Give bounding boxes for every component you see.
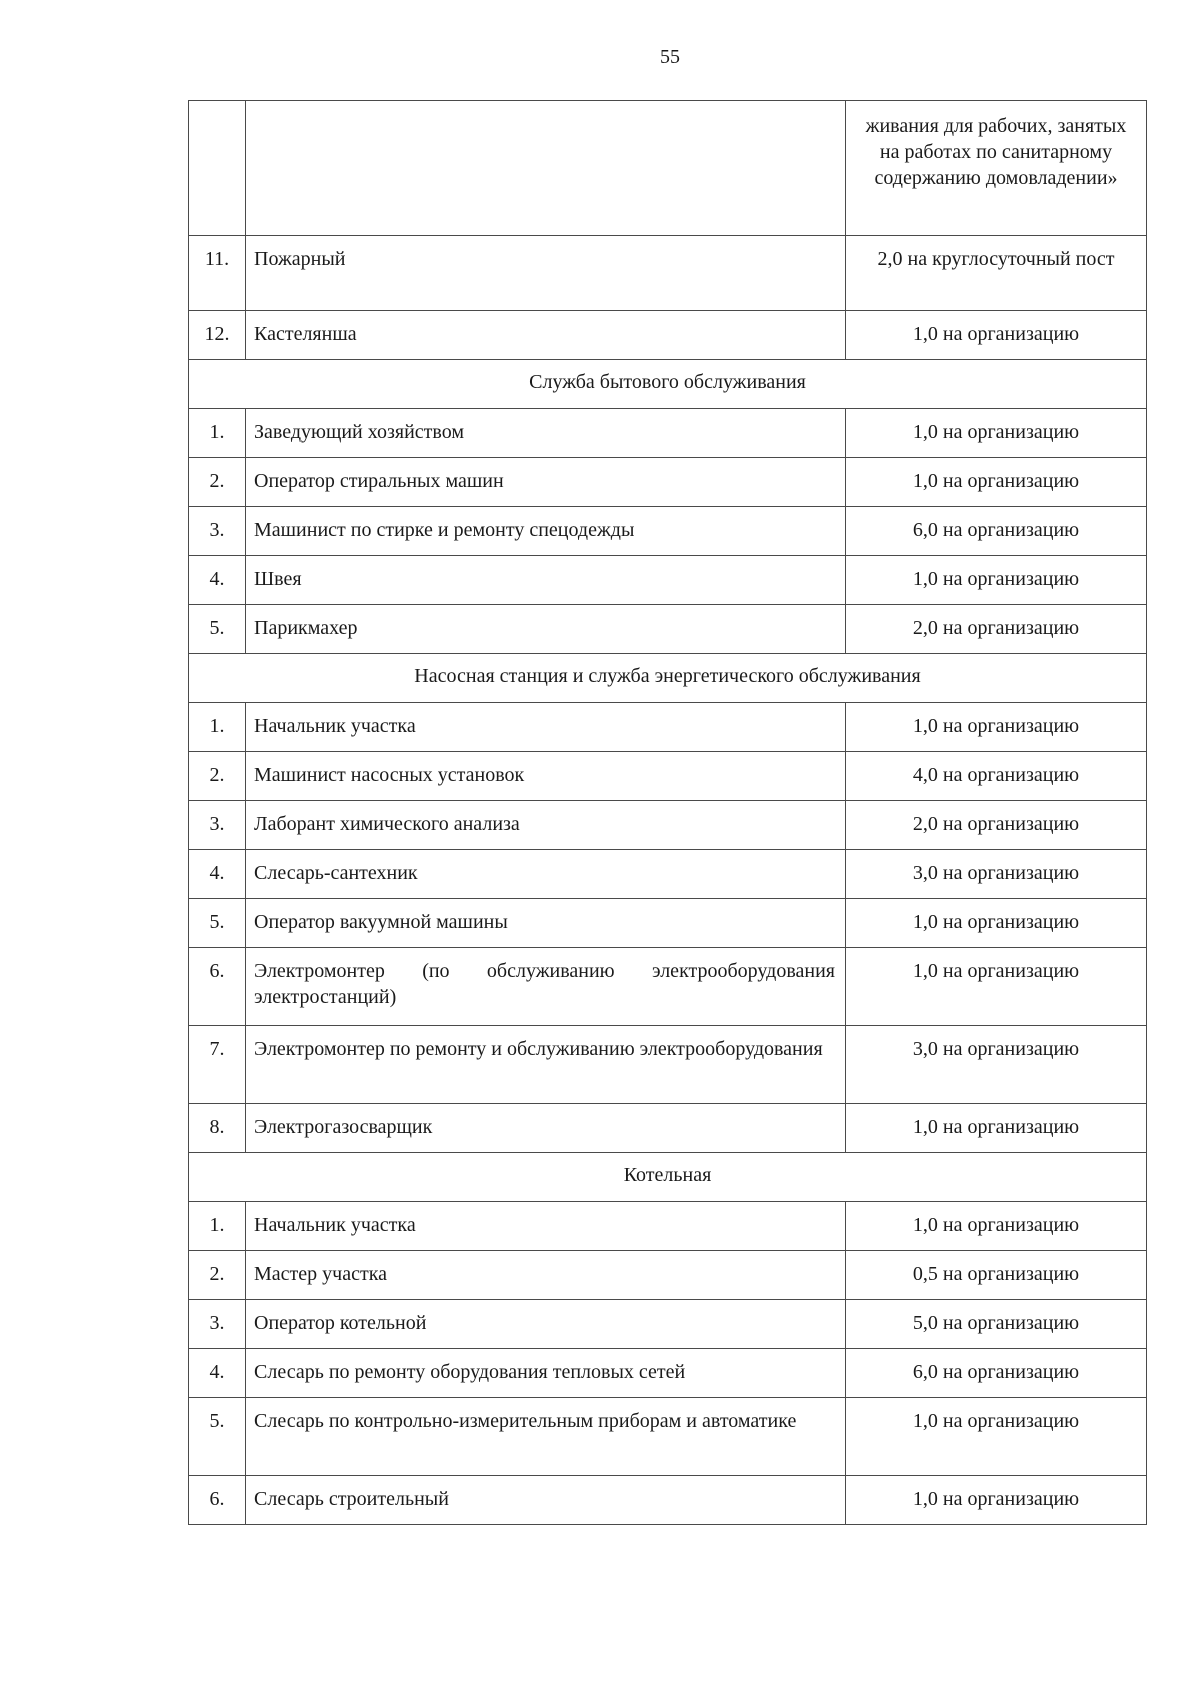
position-name: Начальник участка <box>246 703 846 752</box>
row-number: 4. <box>189 850 246 899</box>
position-name: Швея <box>246 556 846 605</box>
position-name: Пожарный <box>246 236 846 311</box>
table-row <box>189 801 1147 850</box>
table-row <box>189 1476 1147 1525</box>
row-number: 8. <box>189 1104 246 1153</box>
row-number: 3. <box>189 1300 246 1349</box>
staffing-norm: 3,0 на организацию <box>846 850 1147 899</box>
row-number: 11. <box>189 236 246 311</box>
row-number: 2. <box>189 458 246 507</box>
position-name: Электрогазосварщик <box>246 1104 846 1153</box>
table-row <box>189 1104 1147 1153</box>
position-name: Машинист по стирке и ремонту спецодежды <box>246 507 846 556</box>
row-number: 1. <box>189 409 246 458</box>
position-cell <box>246 101 846 236</box>
position-name: Заведующий хозяйством <box>246 409 846 458</box>
position-name: Слесарь строительный <box>246 1476 846 1525</box>
page-number: 55 <box>660 46 680 68</box>
position-name: Парикмахер <box>246 605 846 654</box>
position-name: Слесарь-сантехник <box>246 850 846 899</box>
section-title: Служба бытового обслуживания <box>189 360 1147 409</box>
position-name: Оператор стиральных машин <box>246 458 846 507</box>
staffing-norm: 1,0 на организацию <box>846 409 1147 458</box>
row-number: 4. <box>189 1349 246 1398</box>
row-number: 3. <box>189 801 246 850</box>
position-name: Электромонтер по ремонту и обслуживанию электрооборудования <box>246 1026 846 1104</box>
position-name: Слесарь по ремонту оборудования тепловых сетей <box>246 1349 846 1398</box>
staffing-norm: 1,0 на организацию <box>846 458 1147 507</box>
position-name: Электромонтер (по обслуживанию электрооборудования электростанций) <box>246 948 846 1026</box>
staffing-norm: 6,0 на организацию <box>846 1349 1147 1398</box>
table-row <box>189 1300 1147 1349</box>
staffing-norm: 1,0 на организацию <box>846 311 1147 360</box>
staffing-norm: 1,0 на организацию <box>846 1398 1147 1476</box>
staffing-norm: 6,0 на организацию <box>846 507 1147 556</box>
row-number: 6. <box>189 948 246 1026</box>
staffing-norm: 2,0 на круглосуточный пост <box>846 236 1147 311</box>
staffing-norm: 2,0 на организацию <box>846 605 1147 654</box>
row-number: 5. <box>189 899 246 948</box>
staffing-norm: 1,0 на организацию <box>846 1202 1147 1251</box>
table-row <box>189 703 1147 752</box>
row-number: 2. <box>189 1251 246 1300</box>
section-header-row <box>189 1153 1147 1202</box>
table-row <box>189 1202 1147 1251</box>
row-number: 12. <box>189 311 246 360</box>
table-row <box>189 1251 1147 1300</box>
staffing-norm: 3,0 на организацию <box>846 1026 1147 1104</box>
staffing-norm: 1,0 на организацию <box>846 703 1147 752</box>
staffing-norm: 1,0 на организацию <box>846 948 1147 1026</box>
position-name: Начальник участка <box>246 1202 846 1251</box>
position-name: Кастелянша <box>246 311 846 360</box>
table-row-continuation <box>189 101 1147 236</box>
staffing-norm: 1,0 на организацию <box>846 899 1147 948</box>
row-number: 1. <box>189 703 246 752</box>
table-row <box>189 556 1147 605</box>
staffing-norm: 1,0 на организацию <box>846 1104 1147 1153</box>
staffing-norm: 2,0 на организацию <box>846 801 1147 850</box>
position-name: Оператор вакуумной машины <box>246 899 846 948</box>
row-number: 5. <box>189 1398 246 1476</box>
table-row <box>189 948 1147 1026</box>
staffing-norm: 1,0 на организацию <box>846 556 1147 605</box>
staffing-norm: 4,0 на организацию <box>846 752 1147 801</box>
table-row <box>189 1026 1147 1104</box>
staffing-norm: 0,5 на организацию <box>846 1251 1147 1300</box>
table-row <box>189 409 1147 458</box>
table-row <box>189 458 1147 507</box>
table-row <box>189 1349 1147 1398</box>
norm-cell: живания для рабочих, занятых на работах по санитарному содержанию домовладении» <box>846 101 1147 236</box>
position-name: Слесарь по контрольно-измерительным приборам и автоматике <box>246 1398 846 1476</box>
table-row <box>189 311 1147 360</box>
row-number: 3. <box>189 507 246 556</box>
table-row <box>189 507 1147 556</box>
staff-norms-table <box>188 100 1147 1525</box>
section-header-row <box>189 654 1147 703</box>
section-header-row <box>189 360 1147 409</box>
row-number: 5. <box>189 605 246 654</box>
table-row <box>189 899 1147 948</box>
staffing-norm: 5,0 на организацию <box>846 1300 1147 1349</box>
row-number: 6. <box>189 1476 246 1525</box>
table-row <box>189 752 1147 801</box>
section-title: Котельная <box>189 1153 1147 1202</box>
row-number-cell <box>189 101 246 236</box>
staffing-norm: 1,0 на организацию <box>846 1476 1147 1525</box>
position-name: Лаборант химического анализа <box>246 801 846 850</box>
position-name: Оператор котельной <box>246 1300 846 1349</box>
table-row <box>189 850 1147 899</box>
position-name: Машинист насосных установок <box>246 752 846 801</box>
position-name: Мастер участка <box>246 1251 846 1300</box>
row-number: 1. <box>189 1202 246 1251</box>
table-row <box>189 236 1147 311</box>
section-title: Насосная станция и служба энергетического обслуживания <box>189 654 1147 703</box>
table-row <box>189 1398 1147 1476</box>
row-number: 2. <box>189 752 246 801</box>
row-number: 4. <box>189 556 246 605</box>
table-row <box>189 605 1147 654</box>
row-number: 7. <box>189 1026 246 1104</box>
